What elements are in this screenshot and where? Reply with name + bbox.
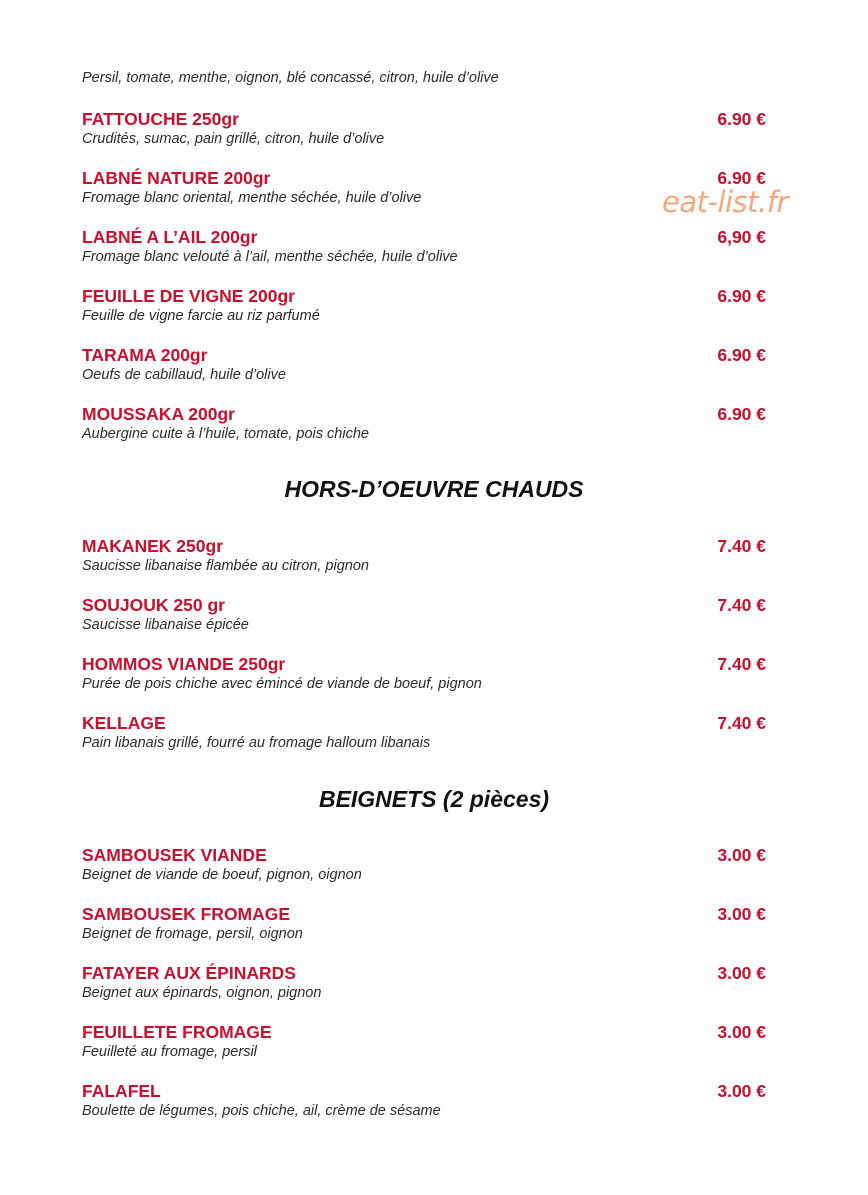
- menu-item-fatayer-epinards: [82, 963, 768, 1007]
- item-price: 7.40 €: [717, 654, 766, 674]
- menu-item-makanek: [82, 536, 768, 580]
- intro-description: Persil, tomate, menthe, oignon, blé concassé, citron, huile d’olive: [82, 70, 499, 86]
- item-price: 6.90 €: [717, 404, 766, 424]
- item-description: Pain libanais grillé, fourré au fromage halloum libanais: [82, 735, 431, 751]
- item-name: SOUJOUK 250 gr: [82, 595, 225, 615]
- item-name: SAMBOUSEK FROMAGE: [82, 904, 291, 924]
- item-name: FATAYER AUX ÉPINARDS: [82, 963, 296, 983]
- item-description: Beignet de viande de boeuf, pignon, oignon: [82, 867, 362, 883]
- menu-item-falafel: [82, 1081, 768, 1125]
- item-price: 6.90 €: [717, 286, 766, 306]
- menu-item-feuille-de-vigne: [82, 286, 768, 330]
- menu-item-kellage: [82, 713, 768, 757]
- item-description: Feuilleté au fromage, persil: [82, 1044, 257, 1060]
- item-name: MOUSSAKA 200gr: [82, 404, 235, 424]
- item-description: Crudités, sumac, pain grillé, citron, huile d’olive: [82, 131, 385, 147]
- menu-item-tarama: [82, 345, 768, 389]
- menu-item-labne-ail: [82, 227, 768, 271]
- item-name: TARAMA 200gr: [82, 345, 208, 365]
- menu-item-hommos-viande: [82, 654, 768, 698]
- item-description: Purée de pois chiche avec émincé de viande de boeuf, pignon: [82, 676, 482, 692]
- item-price: 7.40 €: [717, 595, 766, 615]
- item-price: 3.00 €: [717, 904, 766, 924]
- item-name: FEUILLE DE VIGNE 200gr: [82, 286, 295, 306]
- section-title-beignets: BEIGNETS (2 pièces): [318, 786, 550, 812]
- menu-item-labne-nature: [82, 168, 768, 212]
- item-name: FATTOUCHE 250gr: [82, 109, 239, 129]
- item-price: 3.00 €: [717, 963, 766, 983]
- item-description: Saucisse libanaise épicée: [82, 617, 249, 633]
- item-price: 6.90 €: [717, 345, 766, 365]
- watermark: eat-list.fr: [662, 185, 788, 219]
- item-price: 6.90 €: [717, 168, 766, 188]
- menu-item-feuillete-fromage: [82, 1022, 768, 1066]
- item-price: 3.00 €: [717, 1081, 766, 1101]
- item-price: 7.40 €: [717, 536, 766, 556]
- item-price: 7.40 €: [717, 713, 766, 733]
- item-price: 6,90 €: [717, 227, 766, 247]
- item-name: HOMMOS VIANDE 250gr: [82, 654, 286, 674]
- item-description: Oeufs de cabillaud, huile d’olive: [82, 367, 286, 383]
- item-price: 3.00 €: [717, 1022, 766, 1042]
- item-name: MAKANEK 250gr: [82, 536, 223, 556]
- section-title-hors-doeuvre-chauds: HORS-D’OEUVRE CHAUDS: [284, 476, 584, 502]
- item-name: FALAFEL: [82, 1081, 161, 1101]
- menu-item-soujouk: [82, 595, 768, 639]
- menu-item-sambousek-viande: [82, 845, 768, 889]
- item-price: 3.00 €: [717, 845, 766, 865]
- item-description: Saucisse libanaise flambée au citron, pignon: [82, 558, 369, 574]
- item-price: 6.90 €: [717, 109, 766, 129]
- item-description: Feuille de vigne farcie au riz parfumé: [82, 308, 320, 324]
- menu-item-fattouche: [82, 109, 768, 153]
- item-description: Boulette de légumes, pois chiche, ail, crème de sésame: [82, 1103, 441, 1119]
- menu-item-moussaka: [82, 404, 768, 448]
- item-name: LABNÉ NATURE 200gr: [82, 168, 271, 188]
- item-name: KELLAGE: [82, 713, 166, 733]
- item-name: FEUILLETE FROMAGE: [82, 1022, 272, 1042]
- item-description: Aubergine cuite à l’huile, tomate, pois chiche: [82, 426, 369, 442]
- item-description: Beignet aux épinards, oignon, pignon: [82, 985, 322, 1001]
- menu-item-sambousek-fromage: [82, 904, 768, 948]
- item-description: Fromage blanc oriental, menthe séchée, huile d’olive: [82, 190, 422, 206]
- item-name: SAMBOUSEK VIANDE: [82, 845, 267, 865]
- item-name: LABNÉ A L’AIL 200gr: [82, 227, 258, 247]
- item-description: Fromage blanc velouté à l’ail, menthe séchée, huile d’olive: [82, 249, 458, 265]
- item-description: Beignet de fromage, persil, oignon: [82, 926, 303, 942]
